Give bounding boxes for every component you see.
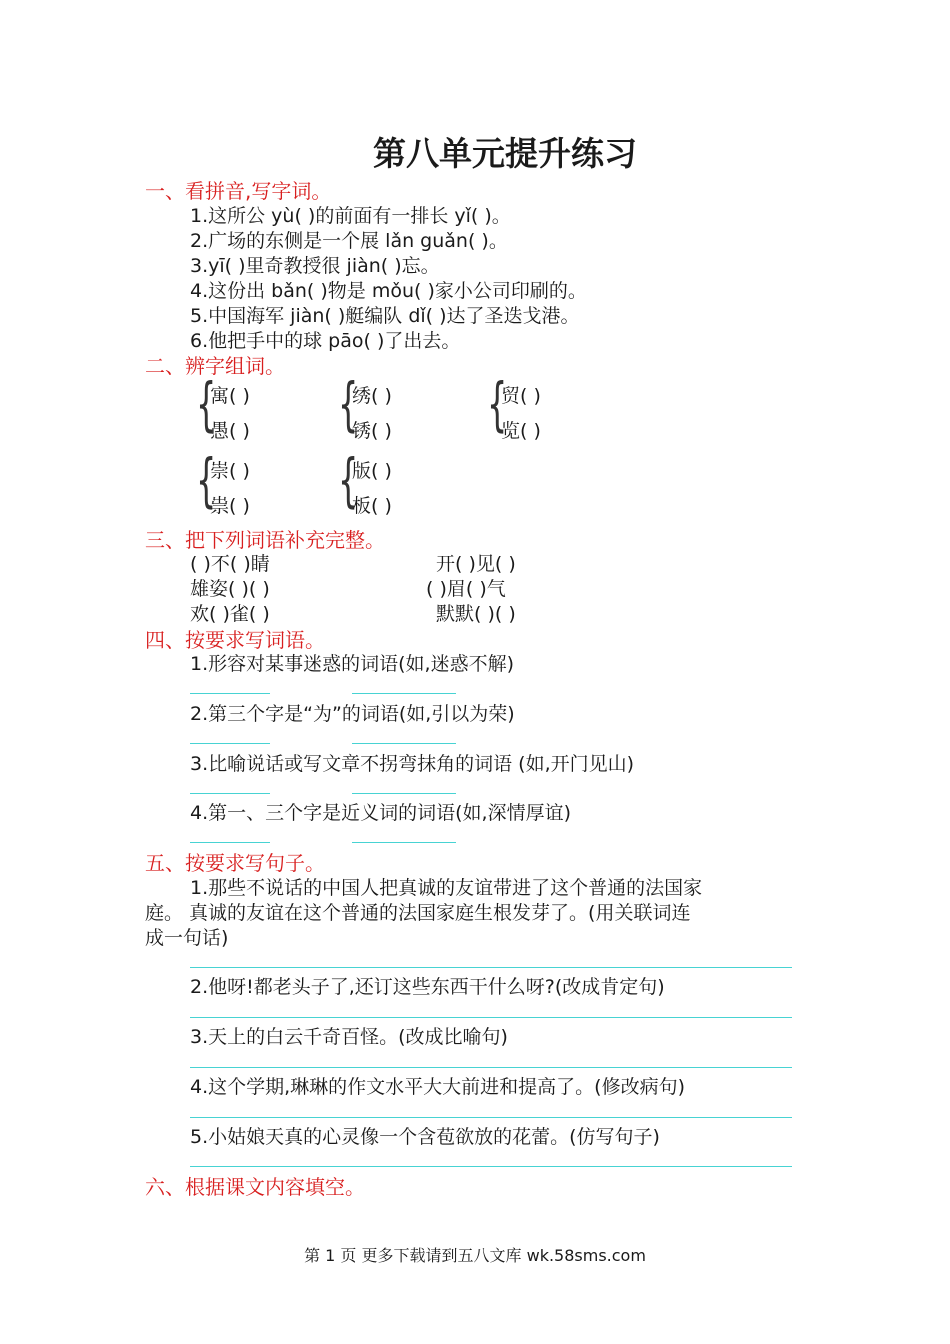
question-line: 2.第三个字是“为”的词语(如,引以为荣) bbox=[190, 703, 515, 725]
question-line: 2.广场的东侧是一个展 lǎn guǎn( )。 bbox=[190, 230, 508, 252]
answer-line[interactable] bbox=[352, 842, 456, 843]
section-heading: 五、按要求写句子。 bbox=[145, 851, 325, 875]
question-line: 3.天上的白云千奇百怪。(改成比喻句) bbox=[190, 1026, 508, 1048]
answer-line[interactable] bbox=[190, 967, 792, 968]
question-line: 成一句话) bbox=[145, 927, 229, 949]
word-pair-item: 板( ) bbox=[352, 495, 392, 517]
section-heading: 一、看拼音,写字词。 bbox=[145, 179, 332, 203]
brace-icon: { bbox=[338, 446, 359, 514]
section-heading: 三、把下列词语补充完整。 bbox=[145, 528, 385, 552]
question-line: 4.第一、三个字是近义词的词语(如,深情厚谊) bbox=[190, 802, 571, 824]
question-line: 6.他把手中的球 pāo( )了出去。 bbox=[190, 330, 461, 352]
word-pair-item: 览( ) bbox=[501, 420, 541, 442]
brace-icon: { bbox=[338, 370, 359, 438]
idiom-blank: 默默( )( ) bbox=[436, 603, 516, 625]
word-pair-item: 寓( ) bbox=[210, 385, 250, 407]
idiom-blank: 开( )见( ) bbox=[436, 553, 516, 575]
idiom-blank: ( )眉( )气 bbox=[426, 578, 506, 600]
word-pair-item: 锈( ) bbox=[352, 420, 392, 442]
question-line: 1.那些不说话的中国人把真诚的友谊带进了这个普通的法国家 bbox=[190, 877, 703, 899]
question-line: 4.这份出 bǎn( )物是 mǒu( )家小公司印刷的。 bbox=[190, 280, 587, 302]
answer-line[interactable] bbox=[190, 693, 270, 694]
answer-line[interactable] bbox=[190, 743, 270, 744]
answer-line[interactable] bbox=[190, 842, 270, 843]
question-line: 4.这个学期,琳琳的作文水平大大前进和提高了。(修改病句) bbox=[190, 1076, 685, 1098]
question-line: 1.这所公 yù( )的前面有一排长 yǐ( )。 bbox=[190, 205, 511, 227]
idiom-blank: ( )不( )睛 bbox=[190, 553, 270, 575]
section-heading: 四、按要求写词语。 bbox=[145, 628, 325, 652]
word-pair-item: 贸( ) bbox=[501, 385, 541, 407]
page-footer: 第 1 页 更多下载请到五八文库 wk.58sms.com bbox=[304, 1246, 646, 1265]
answer-line[interactable] bbox=[190, 1166, 792, 1167]
question-line: 3.比喻说话或写文章不拐弯抹角的词语 (如,开门见山) bbox=[190, 753, 635, 775]
word-pair-item: 祟( ) bbox=[210, 495, 250, 517]
word-pair-item: 崇( ) bbox=[210, 460, 250, 482]
brace-icon: { bbox=[196, 370, 217, 438]
word-pair-item: 绣( ) bbox=[352, 385, 392, 407]
question-line: 3.yī( )里奇教授很 jiàn( )忘。 bbox=[190, 255, 440, 277]
question-line: 5.小姑娘天真的心灵像一个含苞欲放的花蕾。(仿写句子) bbox=[190, 1126, 660, 1148]
word-pair-item: 愚( ) bbox=[210, 420, 250, 442]
answer-line[interactable] bbox=[190, 1067, 792, 1068]
brace-icon: { bbox=[196, 446, 217, 514]
question-line: 1.形容对某事迷惑的词语(如,迷惑不解) bbox=[190, 653, 514, 675]
answer-line[interactable] bbox=[190, 793, 270, 794]
question-line: 庭。 真诚的友谊在这个普通的法国家庭生根发芽了。(用关联词连 bbox=[145, 902, 691, 924]
answer-line[interactable] bbox=[190, 1117, 792, 1118]
page-title: 第八单元提升练习 bbox=[373, 134, 637, 173]
section-heading: 六、根据课文内容填空。 bbox=[145, 1175, 365, 1199]
question-line: 5.中国海军 jiàn( )艇编队 dǐ( )达了圣迭戈港。 bbox=[190, 305, 580, 327]
question-line: 2.他呀!都老头子了,还订这些东西干什么呀?(改成肯定句) bbox=[190, 976, 665, 998]
section-heading: 二、辨字组词。 bbox=[145, 354, 285, 378]
answer-line[interactable] bbox=[352, 693, 456, 694]
word-pair-item: 版( ) bbox=[352, 460, 392, 482]
answer-line[interactable] bbox=[352, 743, 456, 744]
brace-icon: { bbox=[487, 370, 508, 438]
answer-line[interactable] bbox=[190, 1017, 792, 1018]
idiom-blank: 欢( )雀( ) bbox=[190, 603, 270, 625]
answer-line[interactable] bbox=[352, 793, 456, 794]
idiom-blank: 雄姿( )( ) bbox=[190, 578, 270, 600]
